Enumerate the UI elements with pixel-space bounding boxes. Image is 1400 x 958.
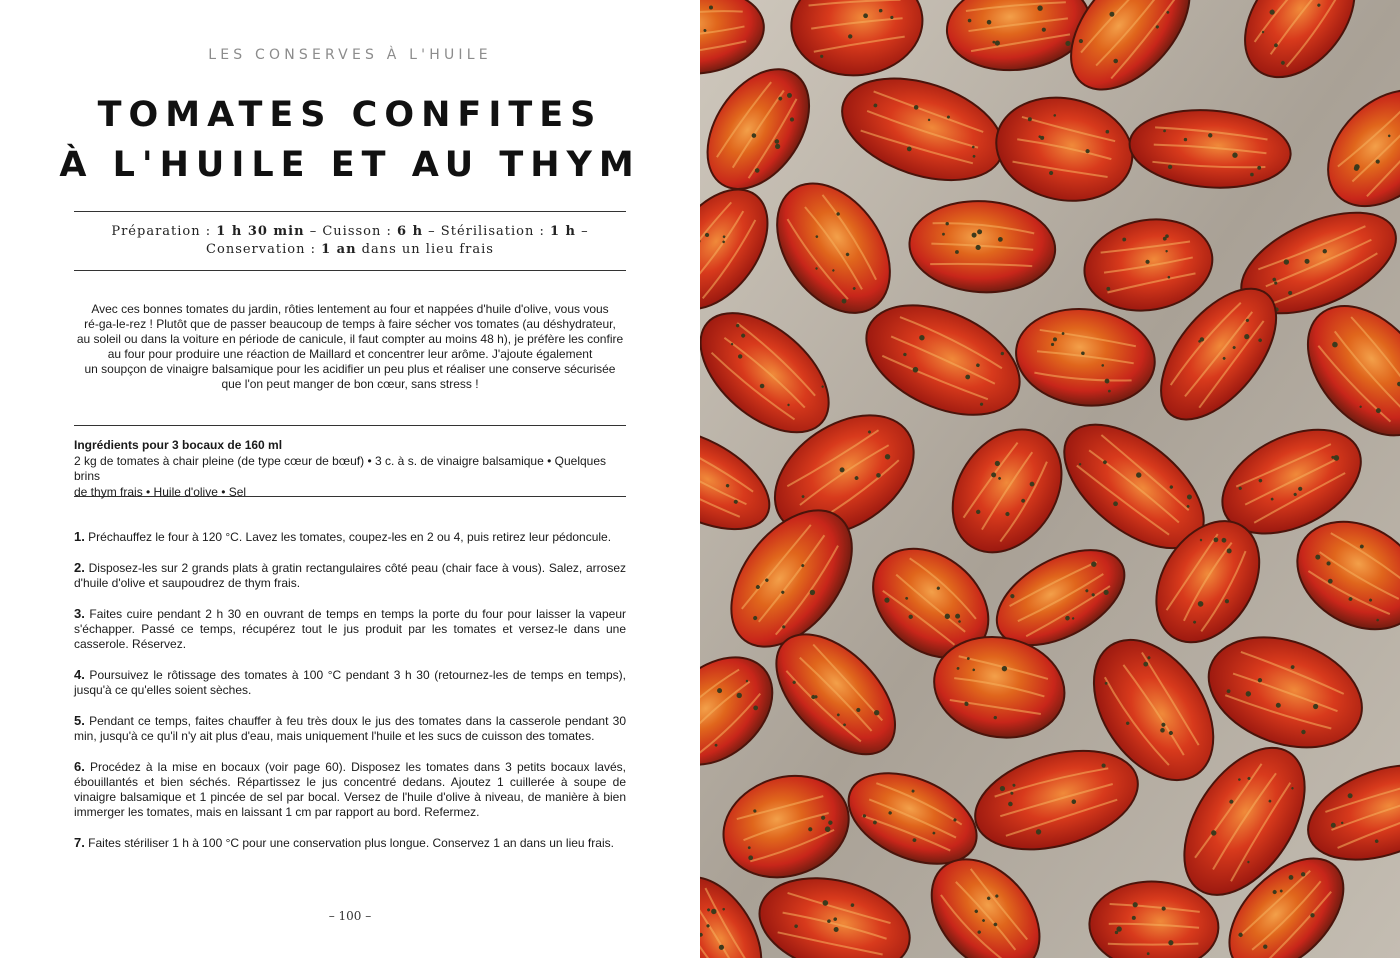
divider-ingredients-top [74, 425, 626, 426]
title-line-1: TOMATES CONFITES [97, 95, 603, 135]
intro-line: un soupçon de vinaigre balsamique pour les acidifier un peu plus et réaliser une conserve sécurisée [84, 361, 616, 376]
cook-value: 6 h [397, 224, 424, 239]
steps-list [74, 529, 626, 866]
step-number: 5. [74, 713, 85, 728]
times-line-1 [74, 223, 626, 241]
step-item [74, 606, 626, 652]
prep-value: 1 h 30 min [216, 224, 305, 239]
intro-line: au four pour produire une réaction de Maillard et concentrer leur arôme. J'ajoute également [107, 346, 593, 361]
intro-line: au soleil ou dans la voiture en période de canicule, il faut compter au moins 48 h), je préfère les confire [76, 331, 624, 346]
step-text: Préchauffez le four à 120 °C. Lavez les tomates, coupez-les en 2 ou 4, puis retirez leur pédoncule. [84, 530, 612, 544]
step-number: 7. [74, 835, 85, 850]
recipe-title [40, 90, 660, 190]
step-item [74, 529, 626, 545]
times-line-2 [74, 241, 626, 259]
step-text: Pendant ce temps, faites chauffer à feu très doux le jus des tomates dans la casserole pendant 30 min, jusqu'à ce qu'il n'y ait plus d'eau, mais uniquement l'huile et les sucs de cuisson des tomates. [74, 714, 626, 743]
ingredients-title: Ingrédients pour 3 bocaux de 160 ml [74, 438, 283, 452]
cook-label: – Cuisson : [304, 224, 398, 239]
step-item [74, 835, 626, 851]
step-text: Faites stériliser 1 h à 100 °C pour une conservation plus longue. Conservez 1 an dans un lieu frais. [84, 836, 614, 850]
title-line-2: À L'HUILE ET AU THYM [59, 145, 641, 185]
divider-top [74, 211, 626, 212]
step-number: 4. [74, 667, 85, 682]
prep-label: Préparation : [111, 224, 217, 239]
recipe-times [74, 223, 626, 259]
intro-line: Avec ces bonnes tomates du jardin, rôties lentement au four et nappées d'huile d'olive, vous vous [91, 302, 609, 316]
ingredients-block [74, 438, 626, 500]
chapter-kicker: LES CONSERVES À L'HUILE [208, 47, 492, 63]
step-number: 2. [74, 560, 85, 575]
divider-ingredients-bottom [74, 496, 626, 497]
step-number: 1. [74, 529, 85, 544]
tomato-photo [700, 0, 1400, 958]
page-number: – 100 – [328, 909, 372, 923]
step-item [74, 713, 626, 744]
cons-rest: dans un lieu frais [356, 242, 494, 257]
step-item [74, 560, 626, 591]
step-text: Disposez-les sur 2 grands plats à gratin rectangulaires côté peau (chair face à vous). Salez, arrosez d'huile d'olive et saupoudrez de thym frais. [74, 561, 626, 590]
step-text: Poursuivez le rôtissage des tomates à 100 °C pendant 3 h 30 (retournez-les de temps en temps), jusqu'à ce qu'elles soient sèches. [74, 668, 626, 697]
steril-label: – Stérilisation : [423, 224, 550, 239]
step-item [74, 667, 626, 698]
cons-value: 1 an [321, 242, 357, 257]
divider-times [74, 270, 626, 271]
ingredients-line: de thym frais • Huile d'olive • Sel [74, 484, 247, 499]
intro-line: ré-ga-le-rez ! Plutôt que de passer beaucoup de temps à faire sécher vos tomates (au déshydrateur, [84, 316, 616, 331]
ingredients-line: 2 kg de tomates à chair pleine (de type cœur de bœuf) • 3 c. à s. de vinaigre balsamique • Quelques brins [74, 453, 607, 483]
roasted-tomatoes-image [700, 0, 1400, 958]
intro-line: que l'on peut manger de bon cœur, sans stress ! [221, 376, 479, 391]
step-item [74, 759, 626, 820]
step-number: 6. [74, 759, 85, 774]
cons-label: Conservation : [206, 242, 322, 257]
step-text: Faites cuire pendant 2 h 30 en ouvrant de temps en temps la porte du four pour laisser la vapeur s'échapper. Passé ce temps, récupérez tout le jus produit par les tomates et versez-le dans une casserole. Réservez. [74, 607, 626, 651]
step-text: Procédez à la mise en bocaux (voir page 60). Disposez les tomates dans 3 petits bocaux lavés, ébouillantés et bien séchés. Répartissez le jus concentré dedans. Ajoutez 1 cuillerée à soupe de vinaigre balsamique et 1 pincée de sel par bocal. Versez de l'huile d'olive à niveau, de manière à bien immerger les tomates, mais en laissant 1 cm par rapport au bord. Refermez. [74, 760, 626, 819]
intro-paragraph [74, 302, 626, 391]
step-number: 3. [74, 606, 85, 621]
steril-value: 1 h [549, 224, 577, 239]
steril-sep: – [576, 224, 589, 239]
